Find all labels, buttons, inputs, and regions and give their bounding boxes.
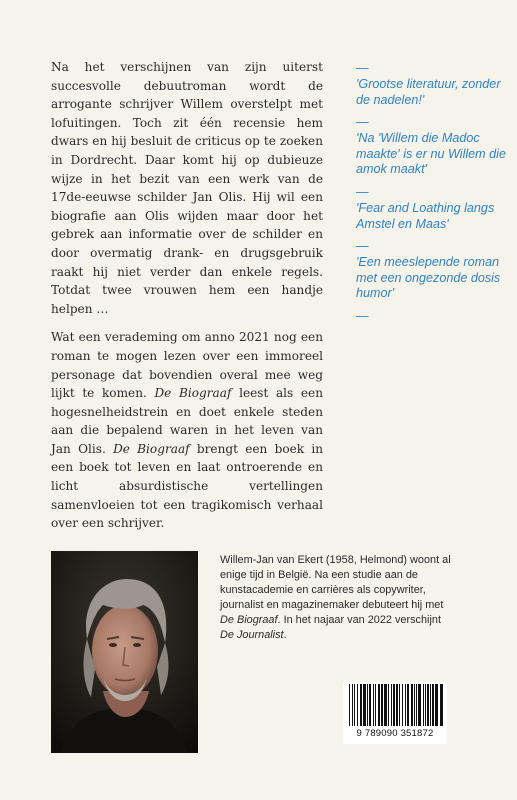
quote-dash: — [356,115,369,130]
barcode-bar [432,684,434,726]
author-photo [51,551,198,753]
quote-dash: — [356,239,369,254]
barcode-bar [378,684,380,726]
barcode-bar [393,684,395,726]
book-title: De Biograaf [154,386,232,401]
author-bio: Willem-Jan van Ekert (1958, Helmond) woont al enige tijd in België. Na een studie aan de kunstacademie en carrières als copywriter, journalist en magazinemaker debuteert hij met De Biograaf. In het najaar van 2022 verschijnt De Journalist. [220,554,451,642]
author-portrait-image [51,551,198,753]
isbn-number: 9 789090 351872 [356,728,434,739]
barcode-bar [384,684,387,726]
review-quotes [356,60,506,324]
quote-dash: — [356,61,369,75]
barcode-bar [399,684,400,726]
barcode-bar [418,684,421,726]
barcode-bar [352,684,353,726]
barcode-bar [391,684,392,726]
barcode-bars [343,682,447,728]
barcode-bar [360,684,362,726]
barcode-bar [388,684,389,726]
barcode-bar [367,684,368,726]
barcode-bar [375,684,376,726]
review-quote: 'Een meeslepende roman met een ongezonde dosis humor' [356,255,501,301]
barcode-bar [363,684,366,726]
quote-dash: — [356,308,369,323]
review-quote: 'Fear and Loathing langs Amstel en Maas' [356,200,495,231]
book-title: De Biograaf [113,441,190,456]
book-title: De Journalist [220,629,284,642]
barcode-bar [435,684,438,726]
synopsis-text [51,58,323,543]
review-quote: 'Grootse literatuur, zonder de nadelen!' [356,77,501,107]
quote-dash: — [356,184,369,199]
book-title: De Biograaf [220,614,278,627]
barcode-bar [373,684,374,726]
barcode-bar [425,684,426,726]
barcode-bar [354,684,355,726]
barcode-bar [411,684,413,726]
barcode-bar [349,684,350,726]
barcode-bar [405,684,406,726]
barcode-bar [423,684,424,726]
barcode-bar [357,684,358,726]
barcode-bar [414,684,415,726]
barcode-bar [416,684,417,726]
barcode-bar [407,684,409,726]
barcode-bar [369,684,371,726]
barcode-bar [427,684,429,726]
barcode-bar [430,684,431,726]
synopsis-paragraph-1: Na het verschijnen van zijn uiterst succesvolle debuutroman wordt de arrogante schrijver Willem overstelpt met lofuitingen. Toch zit één recensie hem dwars en hij besluit de criticus op te zoeken in Dordrecht. Daar komt hij op dubieuze wijze in het bezit van een werk van de 17de-eeuwse schilder Jan Olis. Hij wil een biografie aan Olis wijden maar door het gebrek aan informatie over de schilder en door overmatig drank- en drugsgebruik raakt hij niet verder dan enkele regels. Totdat twee vrouwen hem een handje helpen … [51,60,323,316]
synopsis-paragraph-2: Wat een verademing om anno 2021 nog een roman te mogen lezen over een immoreel personage dat bovendien overal mee weg lijkt te komen. De Biograaf leest als een hogesnelheidstrein en doet enkele steden aan die bepalend waren in het leven van Jan Olis. De Biograaf brengt een boek in een boek tot leven en laat ontroerende en licht absurdistische vertellingen samenvloeien tot een tragikomisch verhaal over een schrijver. [51,330,323,531]
barcode-bar [396,684,398,726]
barcode-bar [381,684,383,726]
barcode-bar [402,684,403,726]
barcode-bar [440,684,443,726]
review-quote: 'Na 'Willem die Madoc maakte' is er nu Willem die amok maakt' [356,131,506,177]
isbn-barcode [343,682,447,744]
